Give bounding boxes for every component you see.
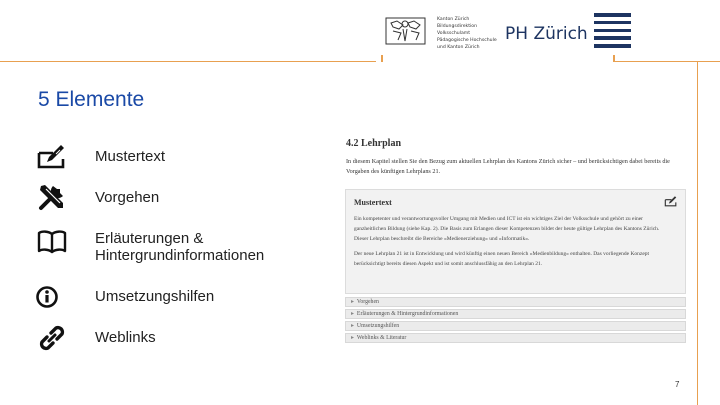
accordion-erlaeuterungen[interactable] [345,309,686,319]
page-title: 5 Elemente [38,88,145,111]
seal-line: Kanton Zürich [437,17,470,22]
legend-label: Vorgehen [95,189,160,206]
accordion-label: Vorgehen [356,299,379,305]
legend-label [95,230,295,264]
legend-label: Umsetzungshilfen [95,288,215,305]
chevron-right-icon: ▸ [351,323,354,329]
ph-zurich-bars-logo [594,13,631,52]
preview-heading: 4.2 Lehrplan [346,138,402,149]
document-preview [340,135,688,347]
mustertext-paragraph: Ein kompetenter und verantwortungsvoller Umgang mit Medien und ICT ist ein wichtiges Ziel der Volksschule und gehört zu einer ganzheitlichen Bildung (siehe Kap. 2). Die Basis zum Erlangen dieser Kompetenzen bildet der heute gültige Lehrplan des Kantons Zürich. Dieser Lehrplan beschreibt die Bereiche «Medienerziehung» und «Informatik». [354,216,660,242]
link-icon [36,322,68,354]
accordion-label: Umsetzungshilfen [356,323,400,329]
pencil-icon [36,140,68,172]
page-number: 7 [675,380,680,389]
accordion-umsetzungshilfen[interactable] [345,321,686,331]
chevron-right-icon: ▸ [351,299,354,305]
seal-line: und Kanton Zürich [437,45,480,50]
frame-notch-right [613,55,615,62]
brand-name: PH Zürich [505,24,588,44]
open-book-icon [36,225,68,257]
preview-intro: In diesem Kapitel stellen Sie den Bezug zum aktuellen Lehrplan des Kantons Zürich sicher – und berücksichtigen dabei bereits die Vorgaben des künftigen Lehrplans 21. [346,158,670,175]
accordion-label: Erläuterungen & Hintergrundinformationen [356,311,459,317]
frame-gap [376,55,614,67]
canton-seal-icon [383,15,428,47]
pencil-icon [664,194,678,208]
legend-label-text: Erläuterungen & Hintergrundinformationen [95,230,265,264]
mustertext-paragraph: Der neue Lehrplan 21 ist in Entwicklung und wird künftig einen neuen Bereich «Medienbildung» enthalten. Das vorliegende Konzept berücksichtigt bereits diesen Aspekt und ist somit anschlussfähig an den Lehrplan 21. [354,251,650,267]
seal-line: Bildungsdirektion [437,24,478,29]
mustertext-box-title: Mustertext [354,198,392,207]
tools-icon [36,181,68,213]
seal-line: Pädagogische Hochschule [437,38,497,43]
mustertext-box-body [354,214,672,274]
legend-label: Weblinks [95,329,156,346]
accordion-vorgehen[interactable] [345,297,686,307]
info-icon [36,281,68,313]
seal-line: Volksschulamt [437,31,471,36]
accordion-label: Weblinks & Literatur [356,335,407,341]
legend-label: Mustertext [95,148,166,165]
mustertext-box [345,189,686,294]
canton-seal-text [437,16,507,51]
frame-notch-left [381,55,383,62]
chevron-right-icon: ▸ [351,311,354,317]
accordion-weblinks[interactable] [345,333,686,343]
chevron-right-icon: ▸ [351,335,354,341]
frame-right-line [697,61,698,405]
